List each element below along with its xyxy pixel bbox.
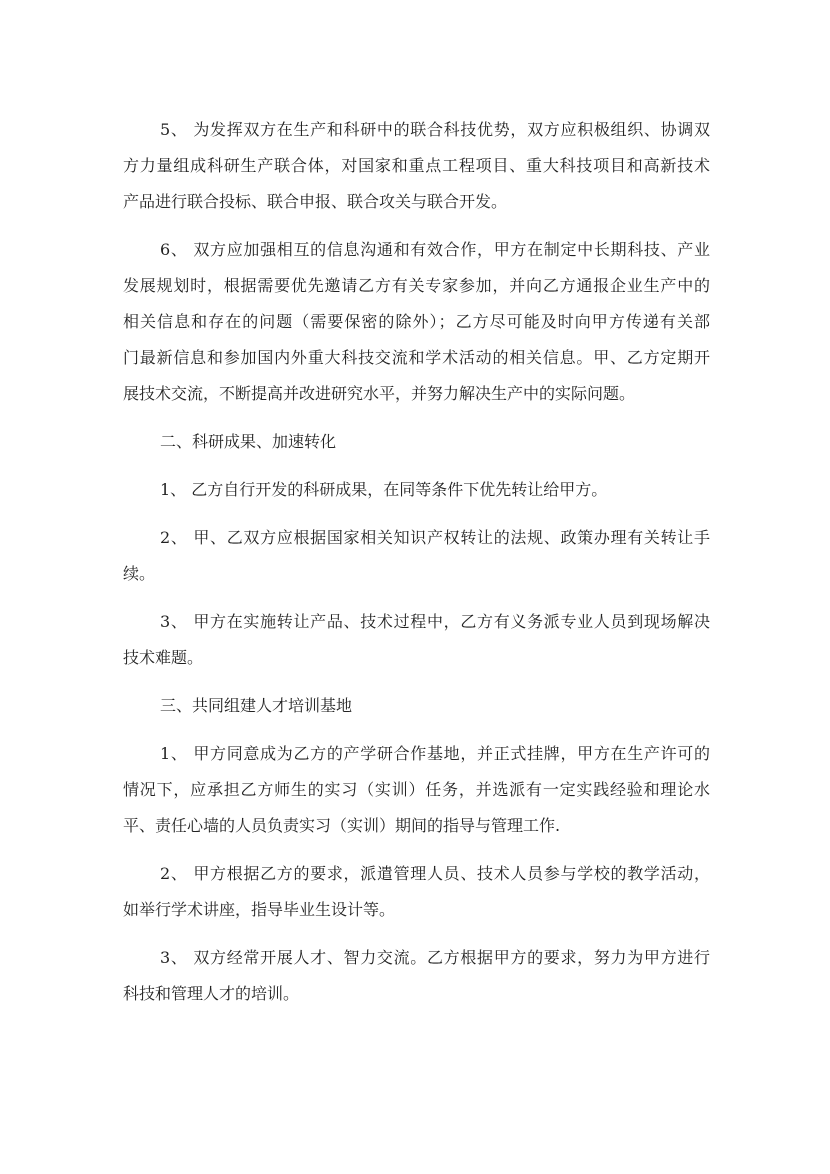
text-line: 2、 甲、乙双方应根据国家相关知识产权转让的法规、政策办理有关转让手 bbox=[160, 528, 710, 547]
text-line: 展技术交流，不断提高并改进研究水平，并努力解决生产中的实际问题。 bbox=[123, 384, 636, 403]
text-line: 产品进行联合投标、联合申报、联合攻关与联合开发。 bbox=[123, 192, 508, 211]
clause-paragraph bbox=[123, 736, 710, 844]
clause-paragraph bbox=[123, 112, 710, 220]
clause-paragraph bbox=[123, 232, 710, 412]
text-line: 3、 甲方在实施转让产品、技术过程中，乙方有义务派专业人员到现场解决 bbox=[160, 612, 710, 631]
text-line: 1、 乙方自行开发的科研成果，在同等条件下优先转让给甲方。 bbox=[160, 480, 608, 499]
clause-paragraph bbox=[123, 940, 710, 1012]
section-heading bbox=[123, 424, 710, 460]
clause-paragraph bbox=[123, 472, 710, 508]
text-line: 3、 双方经常开展人才、智力交流。乙方根据甲方的要求，努力为甲方进行 bbox=[160, 948, 710, 967]
text-line: 2、 甲方根据乙方的要求，派遣管理人员、技术人员参与学校的教学活动， bbox=[160, 864, 710, 883]
text-line: 科技和管理人才的培训。 bbox=[123, 984, 300, 1003]
text-line: 相关信息和存在的问题（需要保密的除外）；乙方尽可能及时向甲方传递有关部 bbox=[123, 312, 710, 331]
clause-paragraph bbox=[123, 520, 710, 592]
text-line: 情况下，应承担乙方师生的实习（实训）任务，并选派有一定实践经验和理论水 bbox=[123, 780, 710, 799]
text-line: 发展规划时，根据需要优先邀请乙方有关专家参加，并向乙方通报企业生产中的 bbox=[123, 276, 710, 295]
text-line: 方力量组成科研生产联合体，对国家和重点工程项目、重大科技项目和高新技术 bbox=[123, 156, 710, 175]
clause-paragraph bbox=[123, 604, 710, 676]
text-line: 5、 为发挥双方在生产和科研中的联合科技优势，双方应积极组织、协调双 bbox=[160, 120, 710, 139]
text-line: 平、责任心墙的人员负责实习（实训）期间的指导与管理工作. bbox=[123, 816, 561, 835]
section-heading bbox=[123, 688, 710, 724]
text-line: 技术难题。 bbox=[123, 648, 204, 667]
clause-paragraph bbox=[123, 856, 710, 928]
text-line: 6、 双方应加强相互的信息沟通和有效合作，甲方在制定中长期科技、产业 bbox=[160, 240, 710, 259]
text-line: 三、共同组建人才培训基地 bbox=[160, 696, 353, 715]
document-page bbox=[123, 112, 710, 1024]
text-line: 如举行学术讲座，指导毕业生设计等。 bbox=[123, 900, 396, 919]
text-line: 门最新信息和参加国内外重大科技交流和学术活动的相关信息。甲、乙方定期开 bbox=[123, 348, 710, 367]
text-line: 1、 甲方同意成为乙方的产学研合作基地，并正式挂牌，甲方在生产许可的 bbox=[160, 744, 710, 763]
text-line: 二、科研成果、加速转化 bbox=[160, 432, 337, 451]
text-line: 续。 bbox=[123, 564, 156, 583]
